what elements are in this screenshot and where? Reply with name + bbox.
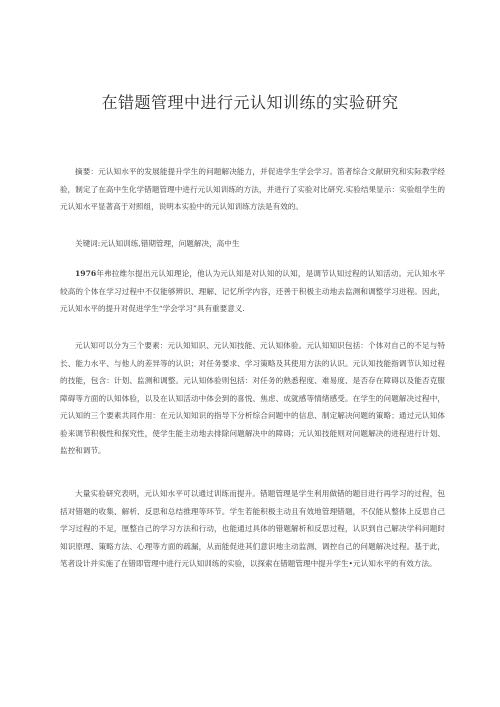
abstract-block bbox=[60, 163, 445, 216]
paragraph-2-text: 元认知可以分为三个要素：元认知知识、元认知技能、元认知体验。元认知知识包括：个体对自己的不足与特长、能力水平、与他人的差异等的认识；对任务要求、学习策略及其使用方法的认识。元认知技能指调节认知过程的技能，包含：计划、监测和调整。元认知体验则包括：对任务的熟悉程度、难易度、是否存在障碍以及能否克服障碍等方面的认知体验，以及在认知活动中体会到的喜悦、焦虑、成就感等情绪感受。在学生的问题解决过程中，元认知的三个要素共同作用：在元认知知识的指导下分析综合问题中的信息、制定解决问题的策略；通过元认知体验来调节积极性和探究性，使学生能主动地去排除问题解决中的障碍；元认知技能则对问题解决的进程进行计划、监控和调节。 bbox=[60, 341, 445, 455]
paragraph-1-year: 1976 bbox=[75, 269, 97, 278]
paragraph-3 bbox=[60, 485, 445, 573]
abstract-text: 摘要：元认知水平的发展能提升学生的问题解决能力，并促进学生学会学习。笛者综合文献研究和实际教学经验，制定了在高中生化学错题管理中进行元认知训练的方法，并进行了实验对比研究.实验结果显示：实验组学生的元认知水平显著高于对照组，说明本实验中的元认知训练方法是有效的。 bbox=[60, 167, 445, 211]
paragraph-3-text: 大量实验研究表明，元认知水平可以通过训练而提升。错题管理是学生利用做错的题目进行再学习的过程，包括对错题的收集、解析、反思和总结推理等环节。学生若能积极主动且有效地管理错题，不仅能从整体上反思自己学习过程的不足，厘整自己的学习方法和行动，也能通过具体的错题解析和反思过程，认识到自己解决学科问题时知识原理、策略方法、心理等方面的疏漏，从而能促进其们意识地主动监测、调控自己的问题解决过程。基于此，笔者设计并实施了在错即管理中进行元认知训练的实验，以探索在错题管理中提升学生•元认知水平的有效方法。 bbox=[60, 489, 445, 568]
paragraph-1-text bbox=[60, 265, 445, 318]
paragraph-1-body: 年弗拉维尔提出元认知理论，他认为元认知是对认知的认知，是调节认知过程的认知活动。元认知水平较高的个体在学习过程中不仅能够辨识、理解、记忆所学内容，还善于积极主动地去监测和调整学习进程。因此，元认知水平的提升对促进学生“学会学习”具有重要意义. bbox=[60, 269, 445, 313]
paragraph-2 bbox=[60, 337, 445, 460]
keywords-block bbox=[60, 235, 445, 253]
paragraph-1 bbox=[60, 265, 445, 318]
keywords-text: 关键词:元认知训练,错期管理，问题解决，高中生 bbox=[75, 239, 240, 248]
paper-title: 在错题管理中进行元认知训练的实验研究 bbox=[101, 93, 399, 112]
